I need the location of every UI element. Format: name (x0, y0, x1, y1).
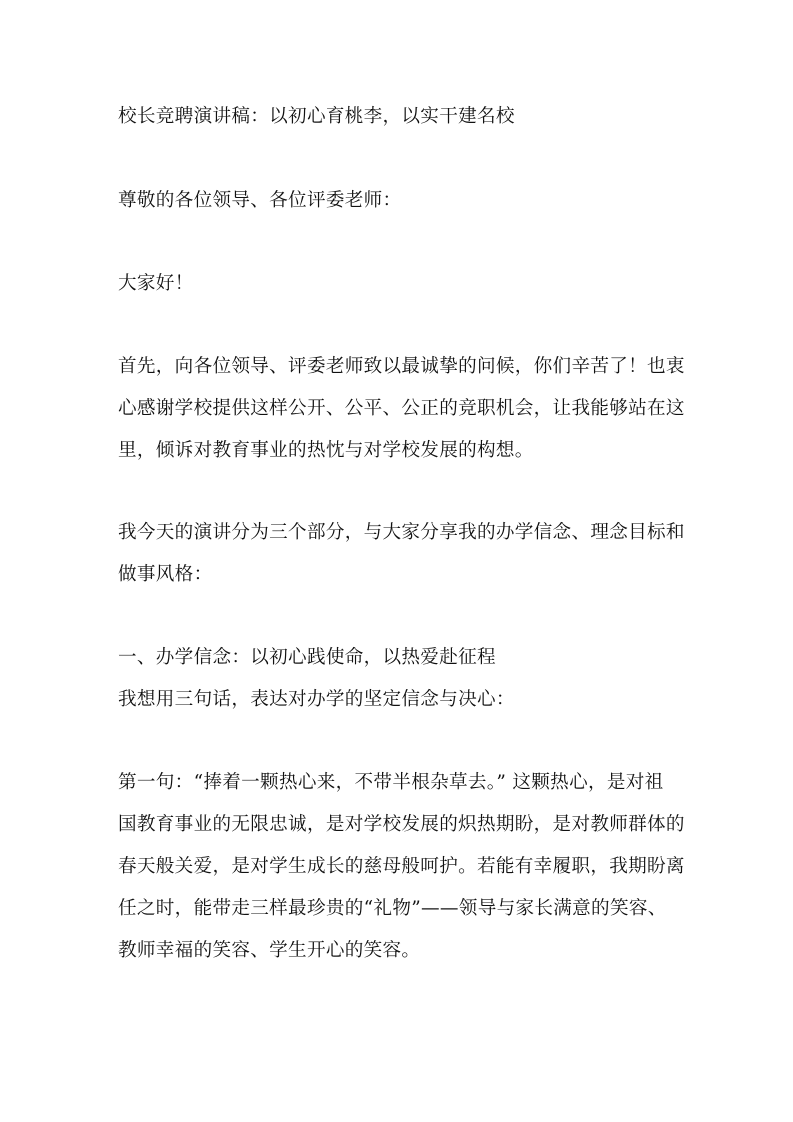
paragraph-line: 第一句：“捧着一颗热心来，不带半根杂草去。” 这颗热心，是对祖 (118, 772, 664, 793)
section-intro: 我想用三句话，表达对办学的坚定信念与决心： (118, 689, 515, 710)
paragraph-line: 里，倾诉对教育事业的热忱与对学校发展的构想。 (118, 440, 534, 461)
paragraph-line: 首先，向各位领导、评委老师致以最诚挚的问候，你们辛苦了！也衷 (118, 356, 685, 377)
paragraph-line: 任之时，能带走三样最珍贵的“礼物”——领导与家长满意的笑容、 (118, 898, 667, 919)
section-heading: 一、办学信念：以初心践使命，以热爱赴征程 (118, 647, 496, 668)
paragraph-line: 我今天的演讲分为三个部分，与大家分享我的办学信念、理念目标和 (118, 522, 685, 543)
paragraph-line: 心感谢学校提供这样公开、公平、公正的竞职机会，让我能够站在这 (118, 398, 685, 419)
paragraph-line: 做事风格： (118, 564, 213, 585)
salutation: 尊敬的各位领导、各位评委老师： (118, 190, 402, 211)
paragraph-line: 春天般关爱，是对学生成长的慈母般呵护。若能有幸履职，我期盼离 (118, 856, 685, 877)
paragraph-line: 国教育事业的无限忠诚，是对学校发展的炽热期盼，是对教师群体的 (118, 814, 685, 835)
document-title: 校长竞聘演讲稿：以初心育桃李，以实干建名校 (118, 106, 515, 127)
greeting: 大家好！ (118, 273, 194, 294)
paragraph-line: 教师幸福的笑容、学生开心的笑容。 (118, 940, 421, 961)
